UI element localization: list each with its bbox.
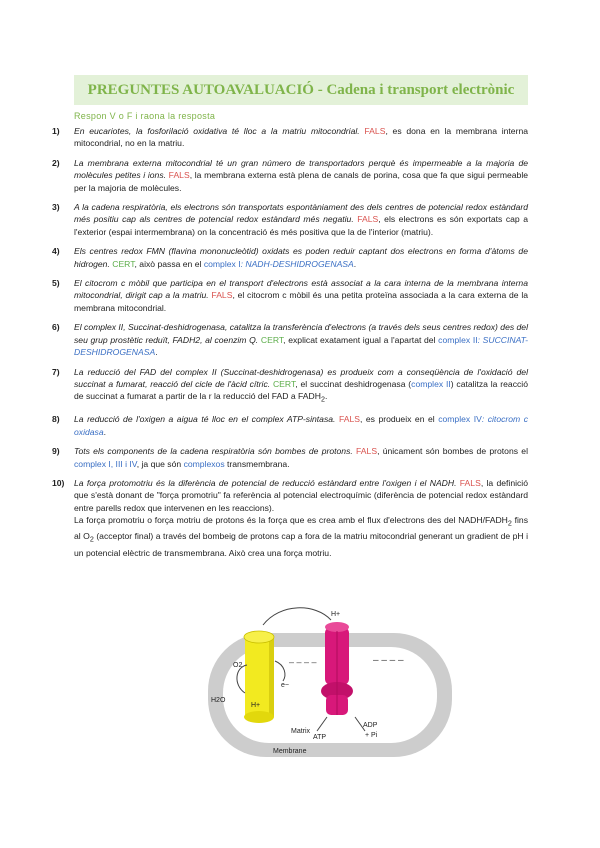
complex-name: : NADH-DESHIDROGENASA: [240, 258, 354, 269]
instructions: Respon V o F i raona la resposta: [74, 111, 216, 121]
page-title: PREGUNTES AUTOAVALUACIÓ - Cadena i transport electrònic: [87, 81, 515, 98]
h-plus-in-label: H+: [251, 702, 261, 709]
question-5: [52, 277, 528, 314]
mitochondria-diagram: [205, 605, 455, 760]
atp-label: ATP: [313, 734, 327, 741]
question-number: 1): [52, 126, 60, 136]
verdict: FALS: [168, 170, 190, 181]
complex-link[interactable]: complex I, III i IV: [74, 458, 137, 469]
question-4: 4) Els centres redox FMN (flavina mononucleòtid) oxidats es poden reduir captant dos electrons en forma d'àtoms de hidrogen. CERT, això passa en el complex I: NADH-DESHIDROGENASA.: [52, 246, 528, 269]
minus-charges: – – – –: [373, 655, 404, 666]
answer: , el citocrom c mòbil és una petita proteïna associada a la cara externa de la membrana mitocondrial.: [74, 290, 529, 313]
question-number: 8): [52, 414, 60, 425]
answer: , es dona en la membrana interna mitocondrial, no en la matriu.: [74, 126, 529, 149]
explanation: La força promotriu o força motriu de protons és la força que es crea amb el flux d'electrons des del NADH/FADH: [74, 515, 508, 526]
h2o-label: H2O: [211, 697, 226, 704]
answer: , explicat exatament igual a l'apartat del: [283, 334, 439, 345]
statement: A la cadena respiratòria, els electrons són transportats espontàniament des dels centres de potencial redox estàndard més positiu cap als centres de potencial redox estàndard més negatiu.: [74, 202, 528, 225]
statement: Tots els components de la cadena respiratòria són bombes de protons.: [74, 446, 353, 457]
question-9: 9) Tots els components de la cadena respiratòria són bombes de protons. FALS, únicament són bombes de protons el complex I, III i IV, ja que són complexos transmembrana.: [52, 446, 528, 469]
question-number: 10): [52, 478, 65, 489]
question-number: 5): [52, 278, 60, 289]
question-number: 2): [52, 157, 60, 168]
question-1: [52, 125, 528, 150]
question-number: 4): [52, 246, 60, 257]
answer: , els electrons es són exportats cap a l'exterior (espai intermembrana) on la concentració és més positiva que la de l'interior (matriu).: [74, 214, 529, 237]
membrane-label: Membrane: [273, 748, 307, 755]
statement: Els centres redox FMN (flavina mononucleòtid) oxidats es poden reduir captant dos electrons en forma d'àtoms de hidrogen.: [74, 246, 528, 269]
verdict: FALS: [357, 214, 379, 225]
statement: El citocrom c mòbil que participa en el transport d'electrons està associat a la cara interna de la membrana interna mitocondrial, dirigit cap a la matriu.: [74, 278, 528, 301]
statement: El complex II, Succinat-deshidrogenasa, catalitza la transferència d'electrons (a través dels seus centres redox) des del seu grup prostètic reduït, FADH2, al coenzim Q.: [74, 322, 528, 345]
question-7: 7) La reducció del FAD del complex II (Succinat-deshidrogenasa) es produeix com a conseqüència de l'oxidació del succinat a fumarat, reacció del cicle de l'àcid cítric. CERT, el succinat deshidrogenasa (complex II) catalitza la reacció de succinat a fumarat a partir de la r la reducció del FAD a $FADH_2$.: [52, 366, 528, 407]
question-list: [52, 125, 528, 566]
matrix-label: Matrix: [291, 728, 311, 735]
title-banner: [74, 75, 528, 105]
answer: , la definició que s'està donant de "força promotriu" fa referència al potencial electroquímic (diferència de potencial redox estàndard entre parells redox que intervenen en les reaccions).: [74, 478, 528, 513]
o2-label: O2: [233, 662, 243, 669]
complex-link[interactable]: complex II: [411, 378, 451, 389]
yellow-complex-icon: [244, 631, 274, 723]
answer: , la membrana externa està plena de canals de porina, cosa que fa que sigui permeable per la majoria de molècules.: [74, 170, 529, 193]
complex-link[interactable]: complex II: [438, 334, 478, 345]
statement: La reducció del FAD del complex II (Succinat-deshidrogenasa) es produeix com a conseqüència de l'oxidació del succinat a fumarat, reacció del cicle de l'àcid cítric.: [74, 366, 528, 389]
verdict: FALS: [338, 414, 360, 425]
complex-name: : SUCCINAT-DESHIDROGENASA: [74, 334, 529, 358]
answer: , el succinat deshidrogenasa (: [295, 378, 412, 389]
question-number: 3): [52, 202, 60, 213]
complexos-link[interactable]: complexos: [183, 458, 225, 469]
minus-charges-left: – – – –: [289, 657, 317, 667]
verdict: FALS: [364, 126, 386, 136]
answer: , això passa en el: [134, 258, 204, 269]
electron-label: e−: [281, 682, 289, 689]
verdict: CERT: [260, 334, 284, 345]
complex-link[interactable]: complex I: [203, 258, 241, 269]
question-number: 9): [52, 446, 60, 457]
answer: , únicament són bombes de protons el: [377, 446, 528, 457]
question-10: 10) La força protomotriu és la diferència de potencial de reducció estàndard entre l'oxigen i el NADH. FALS, la definició que s'està donant de "força promotriu" fa referència al potencial electroquímic (diferència de potencial redox estàndard entre parells redox que intervenen en les reaccions). La força promotriu o força motriu de protons és la força que es crea amb el flux d'electrons des del NADH/$FADH_2$ fins al $O_2$ (acceptor final) a través del bombeig de protons cap a fora de la matriu mitocondrial generant un gradient de pH i un potencial elèctric de transmembrana. Això crea una força motriu.: [52, 478, 529, 558]
question-2: [52, 157, 528, 194]
statement: En eucariotes, la fosforilació oxidativa té lloc a la matriu mitocondrial.: [74, 126, 360, 136]
adp-label: ADP: [363, 722, 378, 729]
complex-link[interactable]: complex IV: [438, 414, 482, 425]
question-8: 8) La reducció de l'oxigen a aigua té lloc en el complex ATP-sintasa. FALS, es produeix en el complex IV: citocrom c oxidasa.: [52, 414, 528, 437]
question-6: 6) El complex II, Succinat-deshidrogenasa, catalitza la transferència d'electrons (a través dels seus centres redox) des del seu grup prostètic reduït, FADH2, al coenzim Q. CERT, explicat exatament igual a l'apartat del complex II: SUCCINAT-DESHIDROGENASA.: [52, 322, 529, 358]
verdict: CERT: [112, 258, 135, 269]
statement: La reducció de l'oxigen a aigua té lloc en el complex ATP-sintasa.: [74, 414, 336, 425]
question-3: [52, 201, 528, 238]
verdict: FALS: [356, 446, 378, 457]
pi-label: + Pi: [365, 732, 378, 739]
statement: La força protomotriu és la diferència de potencial de reducció estàndard entre l'oxigen i el NADH.: [74, 478, 457, 489]
statement: La membrana externa mitocondrial té un gran número de transportadors perquè és impermeable a la majoria de molècules petites i ions.: [74, 157, 528, 181]
answer: , es produeix en el: [359, 414, 439, 425]
verdict: FALS: [211, 290, 233, 301]
verdict: FALS: [459, 478, 481, 489]
verdict: CERT: [272, 378, 296, 389]
h-plus-out-label: H+: [331, 611, 341, 618]
question-number: 6): [52, 322, 60, 333]
complex-name: : citocrom c oxidasa: [74, 414, 528, 437]
question-number: 7): [52, 366, 60, 377]
